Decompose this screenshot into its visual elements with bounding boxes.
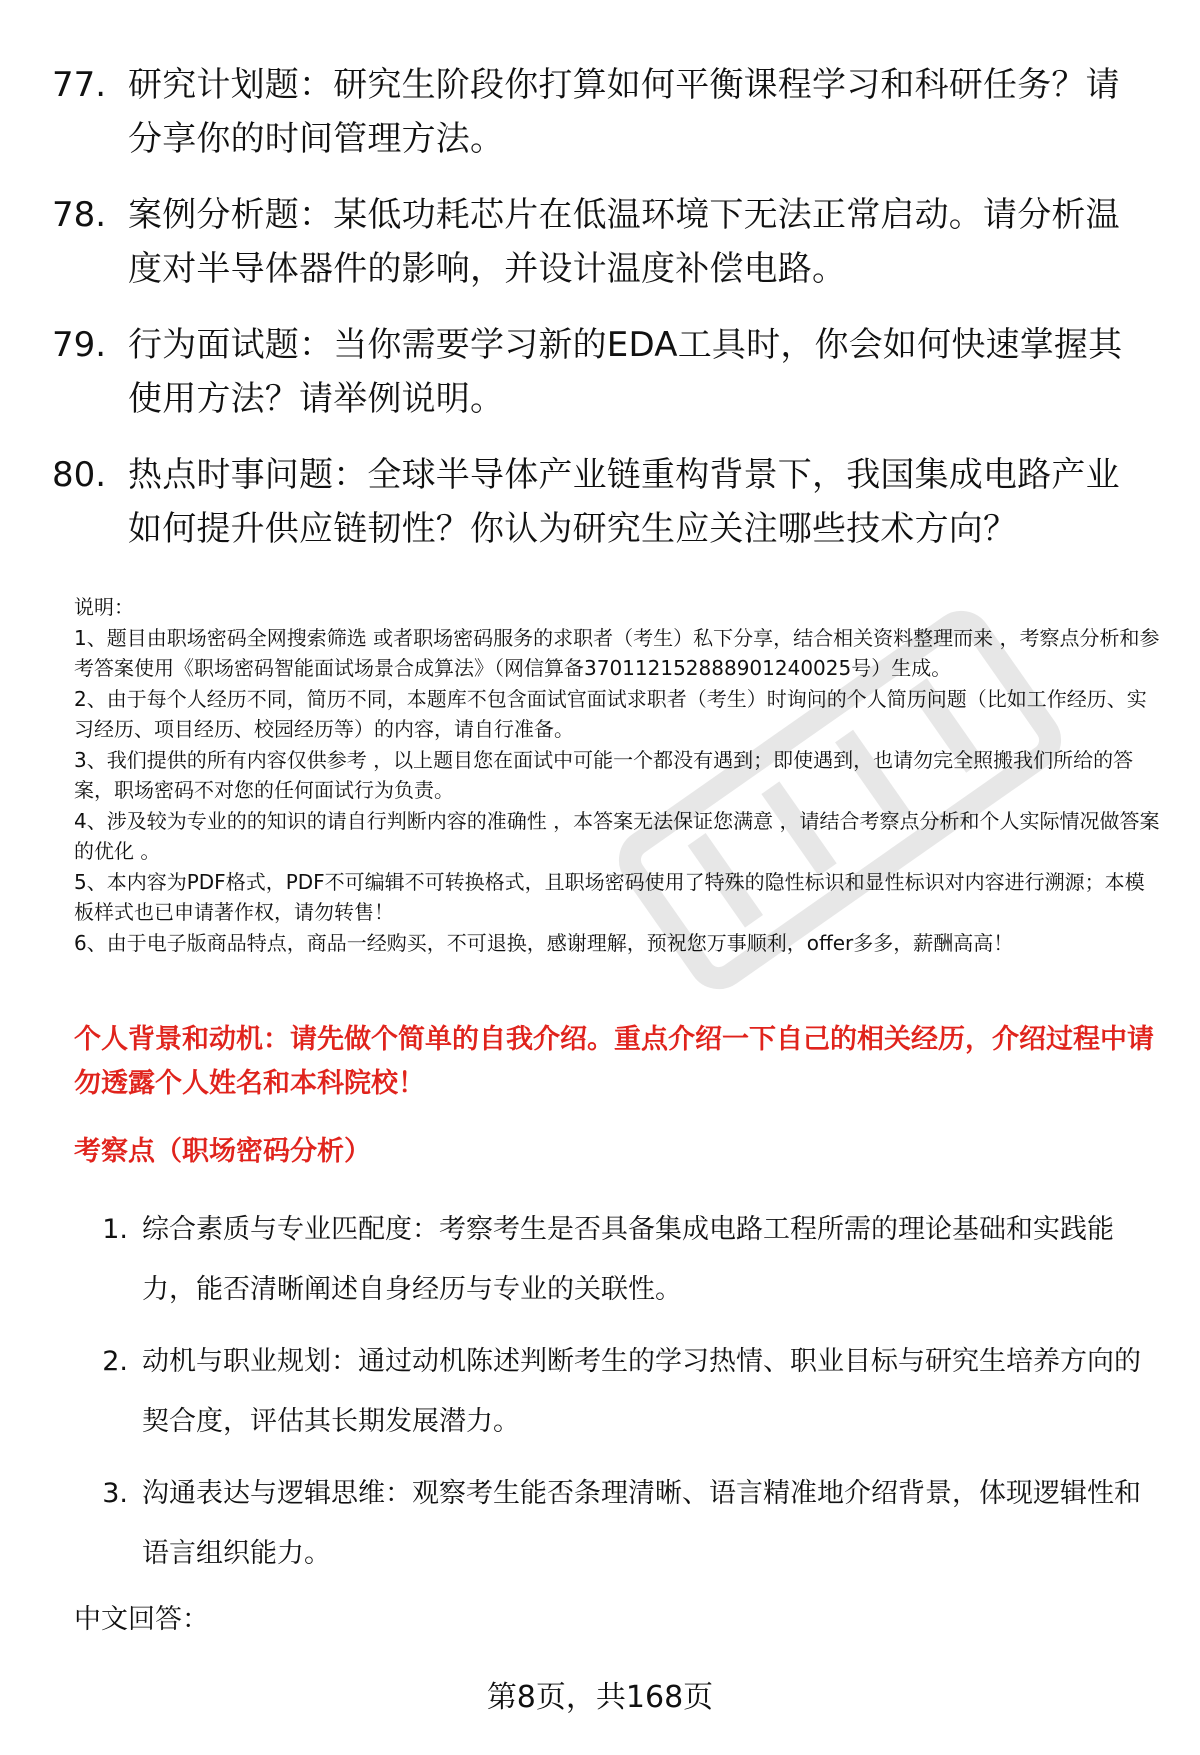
point-number: 1. [102, 1214, 128, 1245]
analysis-point [74, 1332, 1154, 1452]
question-text: 案例分析题：某低功耗芯片在低温环境下无法正常启动。请分析温度对半导体器件的影响，并设计温度补偿电路。 [128, 195, 1120, 289]
page-number-footer: 第8页，共168页 [486, 1680, 714, 1715]
question-list [52, 58, 1152, 578]
note-item: 4、涉及较为专业的的知识的请自行判断内容的准确性 ，本答案无法保证您满意 ，请结合考察点分析和个人实际情况做答案的优化 。 [74, 808, 1160, 863]
point-text: 沟通表达与逻辑思维：观察考生能否条理清晰、语言精准地介绍背景，体现逻辑性和语言组织能力。 [142, 1478, 1141, 1569]
analysis-points [74, 1200, 1154, 1596]
note-item: 5、本内容为PDF格式，PDF不可编辑不可转换格式，且职场密码使用了特殊的隐性标识和显性标识对内容进行溯源；本模板样式也已申请著作权，请勿转售！ [74, 869, 1145, 924]
question-text: 热点时事问题：全球半导体产业链重构背景下，我国集成电路产业如何提升供应链韧性？你认为研究生应关注哪些技术方向？ [128, 455, 1120, 549]
analysis-subheading: 考察点（职场密码分析） [74, 1136, 371, 1167]
question-text: 研究计划题：研究生阶段你打算如何平衡课程学习和科研任务？请分享你的时间管理方法。 [128, 65, 1120, 159]
question-number: 80. [52, 455, 107, 495]
notes-section [74, 592, 1164, 958]
question-number: 77. [52, 65, 107, 105]
note-item: 3、我们提供的所有内容仅供参考 ，以上题目您在面试中可能一个都没有遇到；即使遇到，也请勿完全照搬我们所给的答案，职场密码不对您的任何面试行为负责。 [74, 747, 1134, 802]
question-number: 78. [52, 195, 107, 235]
point-number: 2. [102, 1346, 128, 1377]
point-text: 动机与职业规划：通过动机陈述判断考生的学习热情、职业目标与研究生培养方向的契合度，评估其长期发展潜力。 [142, 1346, 1141, 1437]
analysis-point [74, 1464, 1154, 1584]
question-item [52, 448, 1152, 556]
note-item: 2、由于每个人经历不同，简历不同，本题库不包含面试官面试求职者（考生）时询问的个人简历问题（比如工作经历、实习经历、项目经历、校园经历等）的内容，请自行准备。 [74, 686, 1147, 741]
question-text: 行为面试题：当你需要学习新的EDA工具时，你会如何快速掌握其使用方法？请举例说明。 [128, 325, 1123, 419]
notes-title: 说明： [74, 595, 134, 619]
question-item [52, 188, 1152, 296]
analysis-point [74, 1200, 1154, 1320]
answer-label: 中文回答： [74, 1604, 209, 1635]
question-number: 79. [52, 325, 107, 365]
point-text: 综合素质与专业匹配度：考察考生是否具备集成电路工程所需的理论基础和实践能力，能否清晰阐述自身经历与专业的关联性。 [142, 1214, 1114, 1305]
question-item [52, 58, 1152, 166]
point-number: 3. [102, 1478, 128, 1509]
question-item [52, 318, 1152, 426]
note-item: 6、由于电子版商品特点，商品一经购买，不可退换，感谢理解，预祝您万事顺利，offer多多，薪酬高高！ [74, 930, 1014, 955]
question-heading: 个人背景和动机：请先做个简单的自我介绍。重点介绍一下自己的相关经历，介绍过程中请勿透露个人姓名和本科院校！ [74, 1024, 1154, 1099]
note-item: 1、题目由职场密码全网搜索筛选 或者职场密码服务的求职者（考生）私下分享，结合相关资料整理而来 ，考察点分析和参考答案使用《职场密码智能面试场景合成算法》（网信算备370112152888901240025号）生成。 [74, 625, 1160, 680]
